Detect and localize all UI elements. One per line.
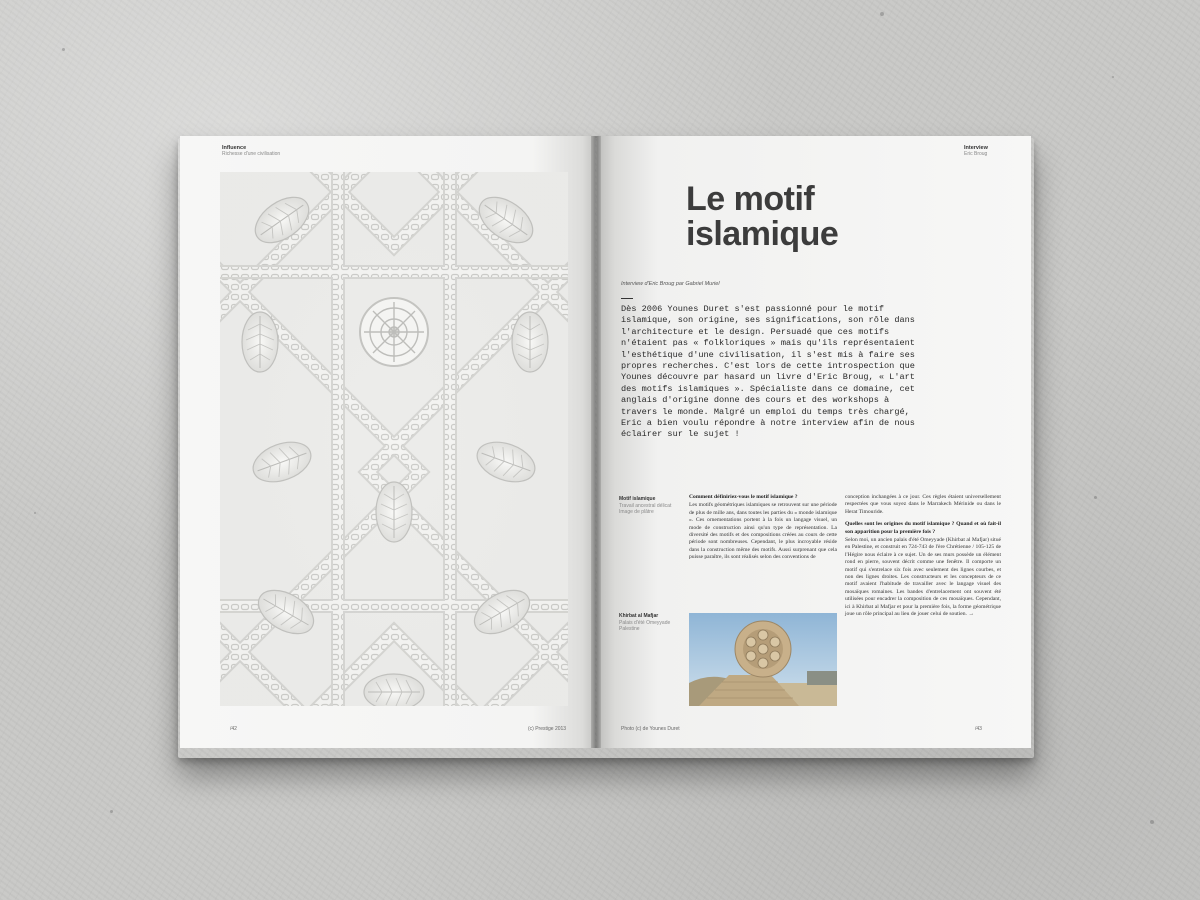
right-page-number: /43: [975, 726, 982, 732]
background-speck: [1112, 76, 1114, 78]
copyright: (c) Prestige 2013: [528, 726, 567, 732]
question-2: Quelles sont les origines du motif islamique ? Quand et où fait-il son apparition pour la première fois ?: [845, 521, 1001, 535]
mafjar-photo: [689, 613, 837, 706]
byline: Interview d'Eric Broug par Gabriel Muriel: [621, 281, 720, 287]
column-spacer: [845, 517, 1001, 520]
article-title: Le motif islamique: [686, 180, 839, 253]
background-speck: [110, 810, 113, 813]
left-section: Influence: [222, 145, 247, 151]
left-page-header: [222, 145, 280, 157]
answer-1: Les motifs géométriques islamiques se retrouvent sur une période de plus de mille ans, dans toutes les parties du « monde islamique ». Ces ornementations portent à la fois un langage visuel, un mode de construction ainsi qu'un type de représentation. La diversité des motifs et des compositions créées au cours de cette période sont nombreuses. Cependant, le plus incroyable réside dans la construction même des motifs. Aussi surprenant que cela puisse paraître, ils sont réalisés selon des conventions de: [689, 502, 837, 561]
caption-motif: [619, 496, 679, 516]
caption-mafjar-title: Khirbat al Mafjar: [619, 613, 659, 619]
intro-paragraph: Dès 2006 Younes Duret s'est passionné pour le motif islamique, son origine, ses significations, son rôle dans l'architecture et le design. Persuadé que ces motifs n'étaient pas « folkloriques » mais qu'ils représentaient l'esthétique d'une civilisation, il s'est mis à faire ses propres recherches. C'est lors de cette introspection que Younes découvre par hasard un livre d'Eric Broug, « L'art des motifs islamiques ». Spécialiste dans ce domaine, cet anglais d'origine donne des cours et des workshops à travers le monde. Malgré un emploi du temps très chargé, Eric a bien voulu répondre à notre interview afin de nous éclairer sur le sujet !: [621, 304, 915, 440]
background-speck: [1094, 496, 1097, 499]
caption-motif-title: Motif islamique: [619, 496, 656, 502]
right-page-header: [964, 145, 988, 157]
right-section-sub: Eric Broug: [964, 151, 988, 157]
answer-2: Selon moi, un ancien palais d'été Omeyyade (Khirbat al Mafjar) situé en Palestine, et construit en 724-743 de l'ère Chrétienne / 105-125 de l'Hégire nous éclaire à ce sujet. Un de ses murs possède un élément rond en pierre, souvent décrit comme une fenêtre. Il comporte un motif qui s'entrelace six fois avec seulement des lignes courbes, et non des lignes droites. Les constructeurs et les concepteurs de ce motif avaient l'habitude de travailler avec le langage visuel des mosaïques romaines. Les bandes d'entrelacement ont souvent été utilisées pour encadrer la composition de ces mosaïques. Cependant, ici à Khirbat al Mafjar et pour la première fois, la forme géométrique joue un rôle principal au lieu de jouer celui de soutien. →: [845, 537, 1001, 618]
caption-mafjar: [619, 613, 679, 633]
background-speck: [880, 12, 884, 16]
magazine-gutter: [591, 136, 601, 748]
background-speck: [34, 512, 36, 514]
caption-mafjar-line2: Palestine: [619, 626, 640, 632]
question-1: Comment définiriez-vous le motif islamique ?: [689, 494, 798, 500]
left-page-number: /42: [230, 726, 237, 732]
intro-rule: [621, 298, 633, 299]
ornament-photo: [220, 172, 568, 706]
stone-window-image: [689, 613, 837, 706]
answer-1-continued: conception inchangées à ce jour. Ces règles étaient universellement respectées que vous soyez dans le Marrakech Mérinide ou dans le Herat Timouride.: [845, 494, 1001, 515]
column-1: [689, 494, 837, 563]
right-page: [597, 136, 1031, 748]
caption-motif-line1: Travail ancestral délicat: [619, 502, 672, 509]
left-page: [180, 136, 595, 748]
caption-motif-line2: Image de plâtre: [619, 509, 654, 515]
left-section-sub: Richesse d'une civilisation: [222, 151, 281, 157]
background-speck: [1150, 820, 1154, 824]
caption-mafjar-line1: Palais d'été Omeyyade: [619, 619, 671, 626]
column-2: [845, 494, 1001, 620]
islamic-plaster-pattern: [220, 172, 568, 706]
background-speck: [62, 48, 65, 51]
photo-credit: Photo (c) de Younes Duret: [621, 726, 680, 732]
right-section: Interview: [964, 145, 988, 151]
